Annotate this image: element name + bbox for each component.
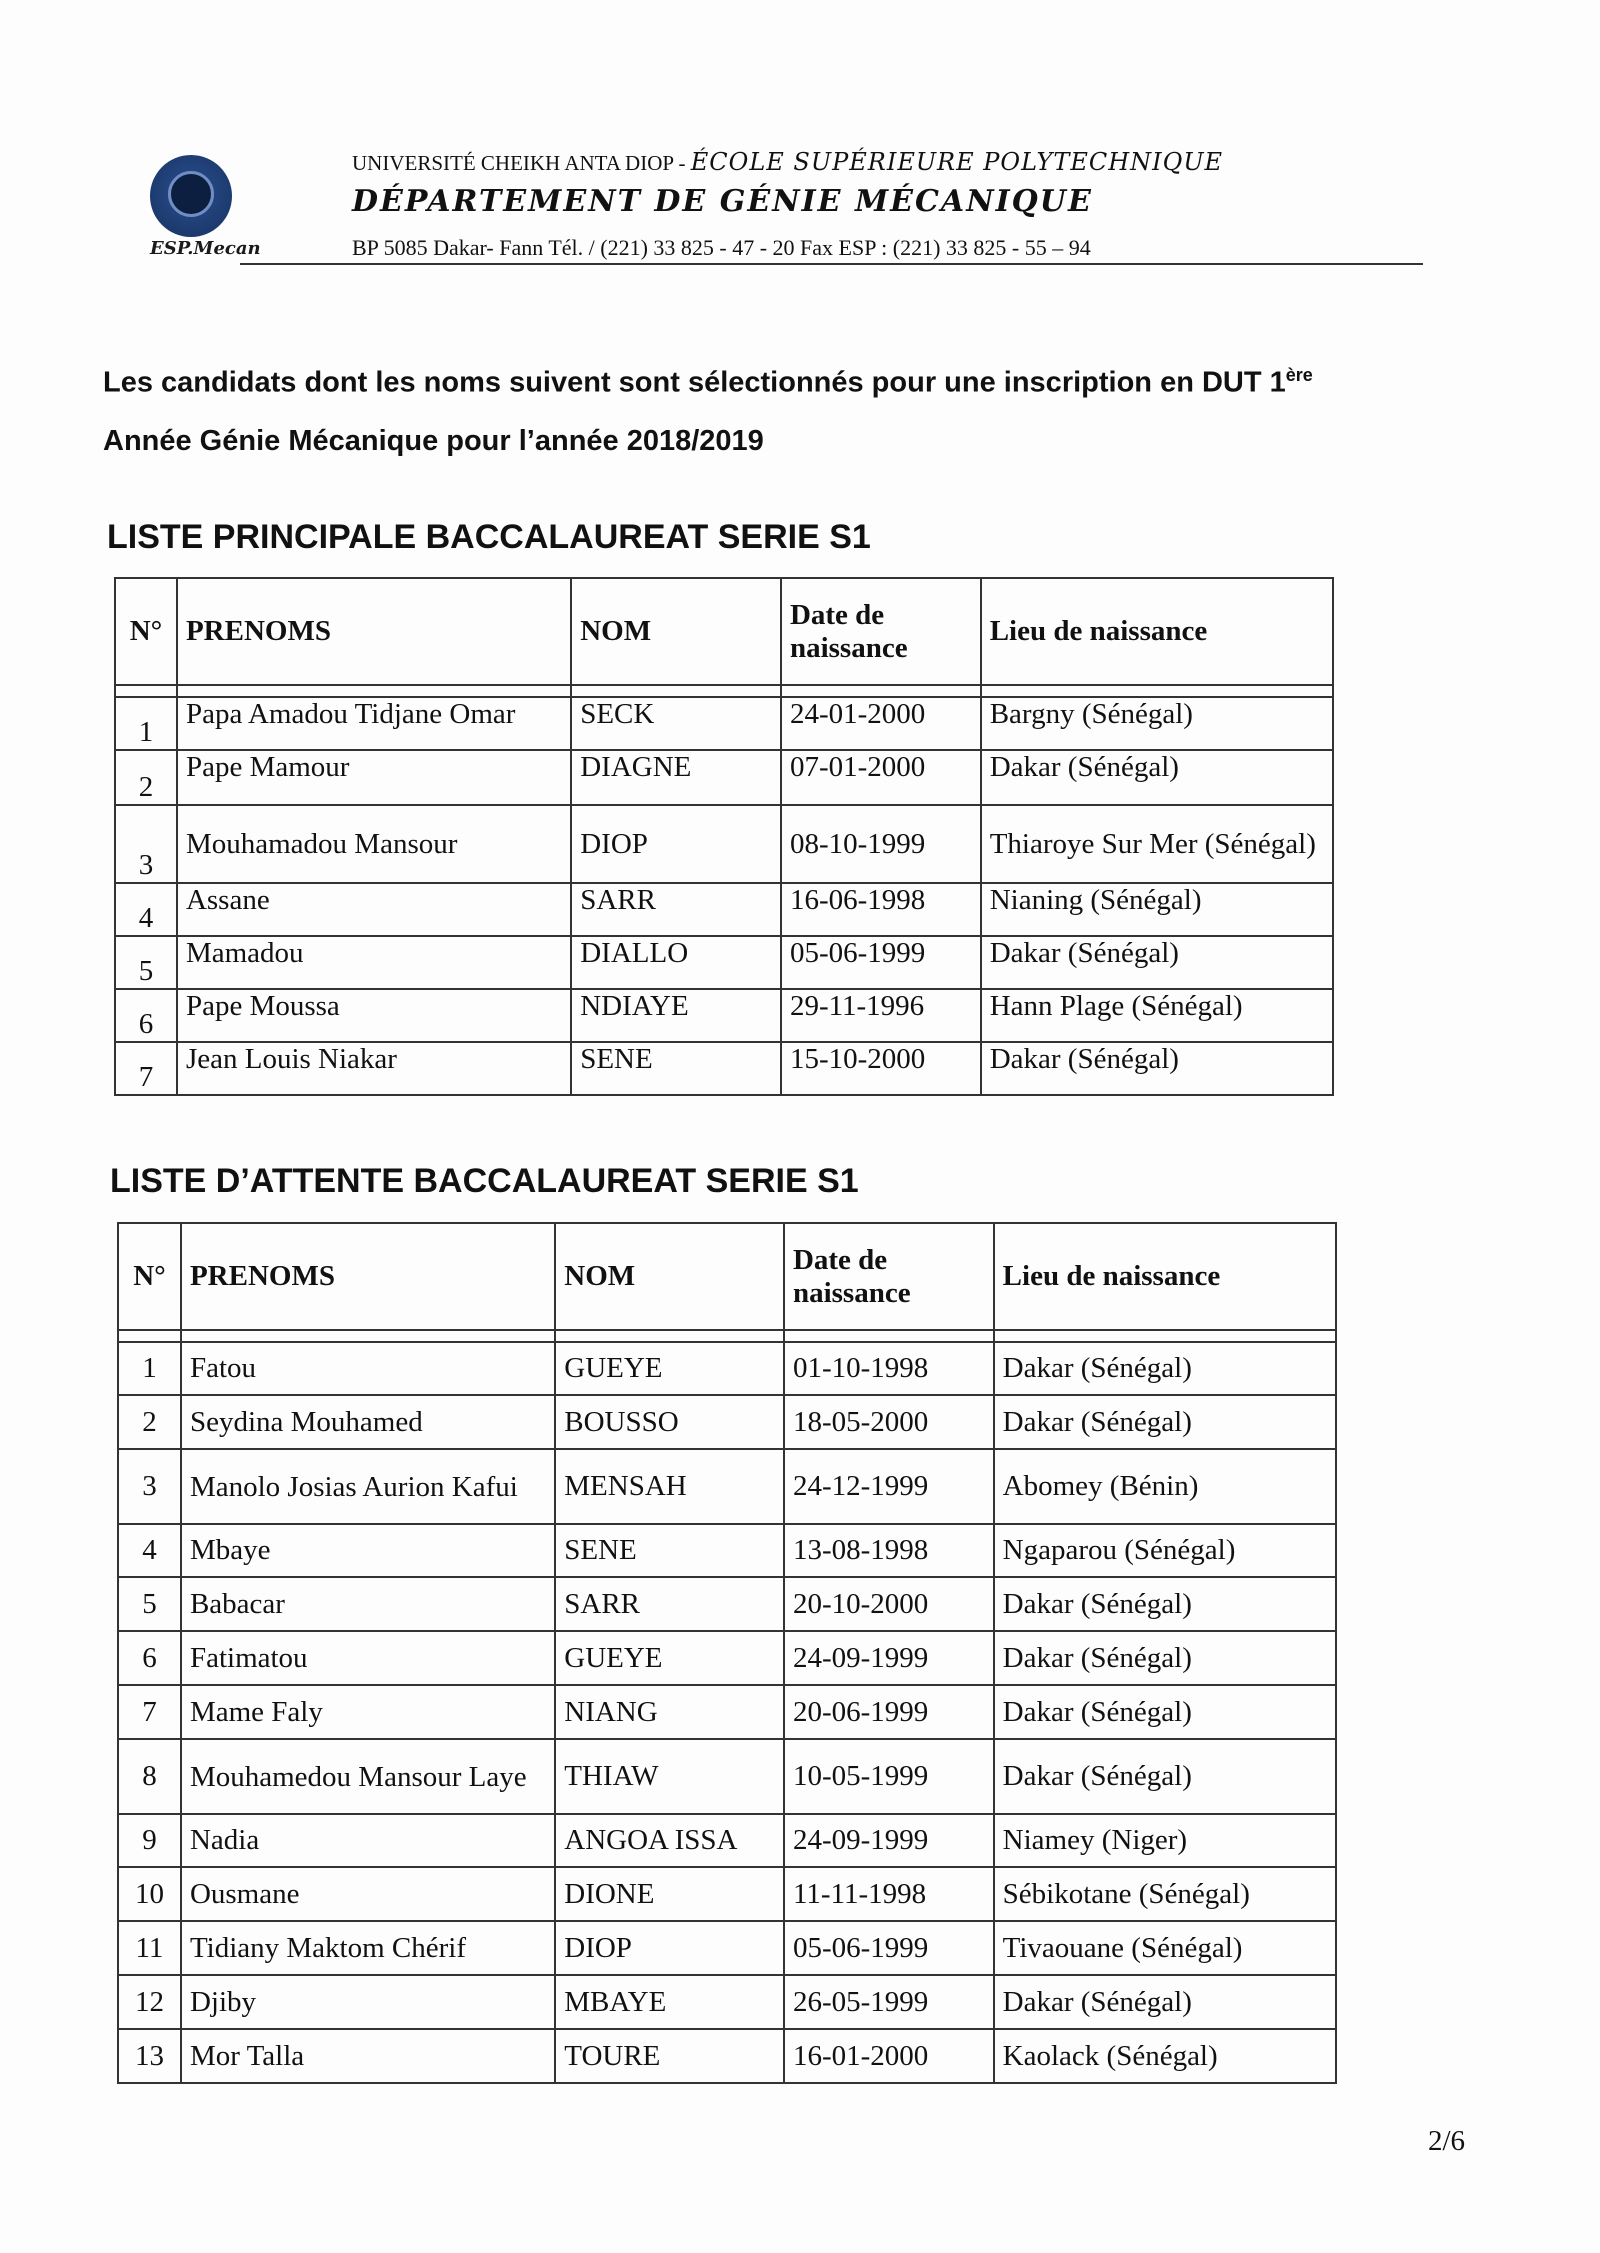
- cell-num: 5: [115, 936, 177, 989]
- cell-num: 9: [118, 1814, 181, 1867]
- cell-prenoms: Mor Talla: [181, 2029, 555, 2083]
- table-row: [118, 1685, 1336, 1739]
- intro-superscript: ère: [1285, 365, 1313, 385]
- cell-date: 08-10-1999: [781, 805, 981, 883]
- cell-date: 13-08-1998: [784, 1524, 994, 1577]
- col-header-date: Date de naissance: [784, 1223, 994, 1330]
- table-row: [118, 1524, 1336, 1577]
- intro-line-1: Les candidats dont les noms suivent sont sélectionnés pour une inscription en DUT 1: [103, 366, 1286, 399]
- col-header-date: Date de naissance: [781, 578, 981, 685]
- cell-date: 20-10-2000: [784, 1577, 994, 1631]
- intro-paragraph: [103, 346, 1503, 470]
- cell-num: 2: [115, 750, 177, 805]
- cell-lieu: Abomey (Bénin): [994, 1449, 1336, 1524]
- cell-num: 7: [118, 1685, 181, 1739]
- cell-lieu: Dakar (Sénégal): [994, 1342, 1336, 1395]
- table-spacer: [115, 685, 1333, 697]
- cell-date: 10-05-1999: [784, 1739, 994, 1814]
- school-logo: [150, 155, 232, 237]
- cell-prenoms: Djiby: [181, 1975, 555, 2029]
- table-row: [118, 1921, 1336, 1975]
- cell-num: 13: [118, 2029, 181, 2083]
- cell-date: 05-06-1999: [784, 1921, 994, 1975]
- cell-lieu: Dakar (Sénégal): [994, 1739, 1336, 1814]
- cell-prenoms: Mamadou: [177, 936, 571, 989]
- department-name: DÉPARTEMENT DE GÉNIE MÉCANIQUE: [352, 184, 1093, 219]
- cell-num: 7: [115, 1042, 177, 1095]
- header-divider: [240, 263, 1423, 265]
- logo-caption: ESP.Mecan: [150, 238, 261, 259]
- col-header-nom: NOM: [571, 578, 781, 685]
- school-name: ÉCOLE SUPÉRIEURE POLYTECHNIQUE: [690, 148, 1224, 176]
- cell-lieu: Dakar (Sénégal): [994, 1975, 1336, 2029]
- cell-lieu: Niamey (Niger): [994, 1814, 1336, 1867]
- cell-nom: GUEYE: [555, 1342, 784, 1395]
- page-number: 2/6: [1428, 2125, 1466, 2157]
- table-row: [115, 883, 1333, 936]
- cell-prenoms: Fatou: [181, 1342, 555, 1395]
- cell-date: 18-05-2000: [784, 1395, 994, 1449]
- cell-lieu: Dakar (Sénégal): [994, 1395, 1336, 1449]
- cell-prenoms: Papa Amadou Tidjane Omar: [177, 697, 571, 750]
- header-institution: [352, 148, 1223, 176]
- cell-nom: DIONE: [555, 1867, 784, 1921]
- cell-lieu: Thiaroye Sur Mer (Sénégal): [981, 805, 1333, 883]
- cell-lieu: Dakar (Sénégal): [994, 1577, 1336, 1631]
- cell-date: 29-11-1996: [781, 989, 981, 1042]
- cell-prenoms: Seydina Mouhamed: [181, 1395, 555, 1449]
- cell-date: 16-01-2000: [784, 2029, 994, 2083]
- table-row: [115, 697, 1333, 750]
- cell-num: 10: [118, 1867, 181, 1921]
- table-row: [118, 1631, 1336, 1685]
- col-header-num: N°: [118, 1223, 181, 1330]
- table-row: [118, 1449, 1336, 1524]
- col-header-lieu: Lieu de naissance: [981, 578, 1333, 685]
- cell-nom: SECK: [571, 697, 781, 750]
- cell-nom: ANGOA ISSA: [555, 1814, 784, 1867]
- cell-date: 05-06-1999: [781, 936, 981, 989]
- cell-nom: MBAYE: [555, 1975, 784, 2029]
- table-row: [118, 1577, 1336, 1631]
- cell-nom: SARR: [555, 1577, 784, 1631]
- cell-date: 26-05-1999: [784, 1975, 994, 2029]
- table-row: [115, 936, 1333, 989]
- cell-prenoms: Fatimatou: [181, 1631, 555, 1685]
- cell-prenoms: Pape Mamour: [177, 750, 571, 805]
- table-row: [118, 1975, 1336, 2029]
- cell-nom: BOUSSO: [555, 1395, 784, 1449]
- cell-num: 2: [118, 1395, 181, 1449]
- cell-prenoms: Assane: [177, 883, 571, 936]
- cell-nom: SENE: [571, 1042, 781, 1095]
- cell-nom: DIAGNE: [571, 750, 781, 805]
- cell-lieu: Dakar (Sénégal): [994, 1631, 1336, 1685]
- table-row: [118, 1395, 1336, 1449]
- cell-num: 8: [118, 1739, 181, 1814]
- cell-nom: SENE: [555, 1524, 784, 1577]
- cell-prenoms: Ousmane: [181, 1867, 555, 1921]
- principale-table: [114, 577, 1334, 1096]
- col-header-prenoms: PRENOMS: [181, 1223, 555, 1330]
- cell-prenoms: Mame Faly: [181, 1685, 555, 1739]
- cell-nom: DIOP: [555, 1921, 784, 1975]
- university-name: UNIVERSITÉ CHEIKH ANTA DIOP -: [352, 151, 691, 175]
- cell-date: 11-11-1998: [784, 1867, 994, 1921]
- cell-lieu: Ngaparou (Sénégal): [994, 1524, 1336, 1577]
- table-row: [115, 989, 1333, 1042]
- cell-num: 1: [118, 1342, 181, 1395]
- cell-prenoms: Manolo Josias Aurion Kafui: [181, 1449, 555, 1524]
- cell-nom: DIALLO: [571, 936, 781, 989]
- cell-nom: NIANG: [555, 1685, 784, 1739]
- cell-nom: NDIAYE: [571, 989, 781, 1042]
- table-row: [118, 1814, 1336, 1867]
- cell-prenoms: Tidiany Maktom Chérif: [181, 1921, 555, 1975]
- cell-date: 16-06-1998: [781, 883, 981, 936]
- cell-num: 3: [118, 1449, 181, 1524]
- cell-nom: THIAW: [555, 1739, 784, 1814]
- cell-date: 24-12-1999: [784, 1449, 994, 1524]
- table-spacer: [118, 1330, 1336, 1342]
- cell-prenoms: Jean Louis Niakar: [177, 1042, 571, 1095]
- cell-num: 11: [118, 1921, 181, 1975]
- cell-prenoms: Pape Moussa: [177, 989, 571, 1042]
- attente-title: LISTE D’ATTENTE BACCALAUREAT SERIE S1: [110, 1162, 859, 1200]
- cell-lieu: Tivaouane (Sénégal): [994, 1921, 1336, 1975]
- cell-num: 1: [115, 697, 177, 750]
- col-header-prenoms: PRENOMS: [177, 578, 571, 685]
- cell-nom: GUEYE: [555, 1631, 784, 1685]
- cell-num: 5: [118, 1577, 181, 1631]
- cell-lieu: Kaolack (Sénégal): [994, 2029, 1336, 2083]
- cell-date: 15-10-2000: [781, 1042, 981, 1095]
- table-row: [115, 1042, 1333, 1095]
- principale-rows: [115, 697, 1333, 1095]
- cell-date: 24-01-2000: [781, 697, 981, 750]
- cell-num: 6: [115, 989, 177, 1042]
- cell-lieu: Bargny (Sénégal): [981, 697, 1333, 750]
- logo-emblem-icon: [168, 171, 214, 217]
- cell-lieu: Sébikotane (Sénégal): [994, 1867, 1336, 1921]
- cell-num: 3: [115, 805, 177, 883]
- cell-date: 20-06-1999: [784, 1685, 994, 1739]
- cell-date: 01-10-1998: [784, 1342, 994, 1395]
- principale-header-row: [115, 578, 1333, 685]
- attente-rows: [118, 1342, 1336, 2083]
- cell-nom: SARR: [571, 883, 781, 936]
- cell-num: 4: [118, 1524, 181, 1577]
- cell-lieu: Dakar (Sénégal): [981, 750, 1333, 805]
- cell-prenoms: Mouhamedou Mansour Laye: [181, 1739, 555, 1814]
- cell-prenoms: Mbaye: [181, 1524, 555, 1577]
- cell-prenoms: Mouhamadou Mansour: [177, 805, 571, 883]
- table-row: [118, 1739, 1336, 1814]
- cell-num: 12: [118, 1975, 181, 2029]
- cell-num: 4: [115, 883, 177, 936]
- table-row: [115, 805, 1333, 883]
- cell-prenoms: Nadia: [181, 1814, 555, 1867]
- intro-line-2: Année Génie Mécanique pour l’année 2018/2019: [103, 424, 764, 457]
- cell-lieu: Nianing (Sénégal): [981, 883, 1333, 936]
- attente-header-row: [118, 1223, 1336, 1330]
- table-row: [115, 750, 1333, 805]
- table-row: [118, 1342, 1336, 1395]
- attente-table: [117, 1222, 1337, 2084]
- table-row: [118, 1867, 1336, 1921]
- cell-num: 6: [118, 1631, 181, 1685]
- principale-title: LISTE PRINCIPALE BACCALAUREAT SERIE S1: [107, 518, 871, 556]
- cell-lieu: Dakar (Sénégal): [981, 936, 1333, 989]
- cell-date: 24-09-1999: [784, 1631, 994, 1685]
- cell-nom: TOURE: [555, 2029, 784, 2083]
- col-header-num: N°: [115, 578, 177, 685]
- cell-lieu: Dakar (Sénégal): [981, 1042, 1333, 1095]
- cell-nom: MENSAH: [555, 1449, 784, 1524]
- col-header-nom: NOM: [555, 1223, 784, 1330]
- cell-prenoms: Babacar: [181, 1577, 555, 1631]
- table-row: [118, 2029, 1336, 2083]
- cell-date: 24-09-1999: [784, 1814, 994, 1867]
- cell-lieu: Dakar (Sénégal): [994, 1685, 1336, 1739]
- col-header-lieu: Lieu de naissance: [994, 1223, 1336, 1330]
- header-contact: BP 5085 Dakar- Fann Tél. / (221) 33 825 - 47 - 20 Fax ESP : (221) 33 825 - 55 – 94: [352, 235, 1091, 260]
- cell-nom: DIOP: [571, 805, 781, 883]
- cell-date: 07-01-2000: [781, 750, 981, 805]
- cell-lieu: Hann Plage (Sénégal): [981, 989, 1333, 1042]
